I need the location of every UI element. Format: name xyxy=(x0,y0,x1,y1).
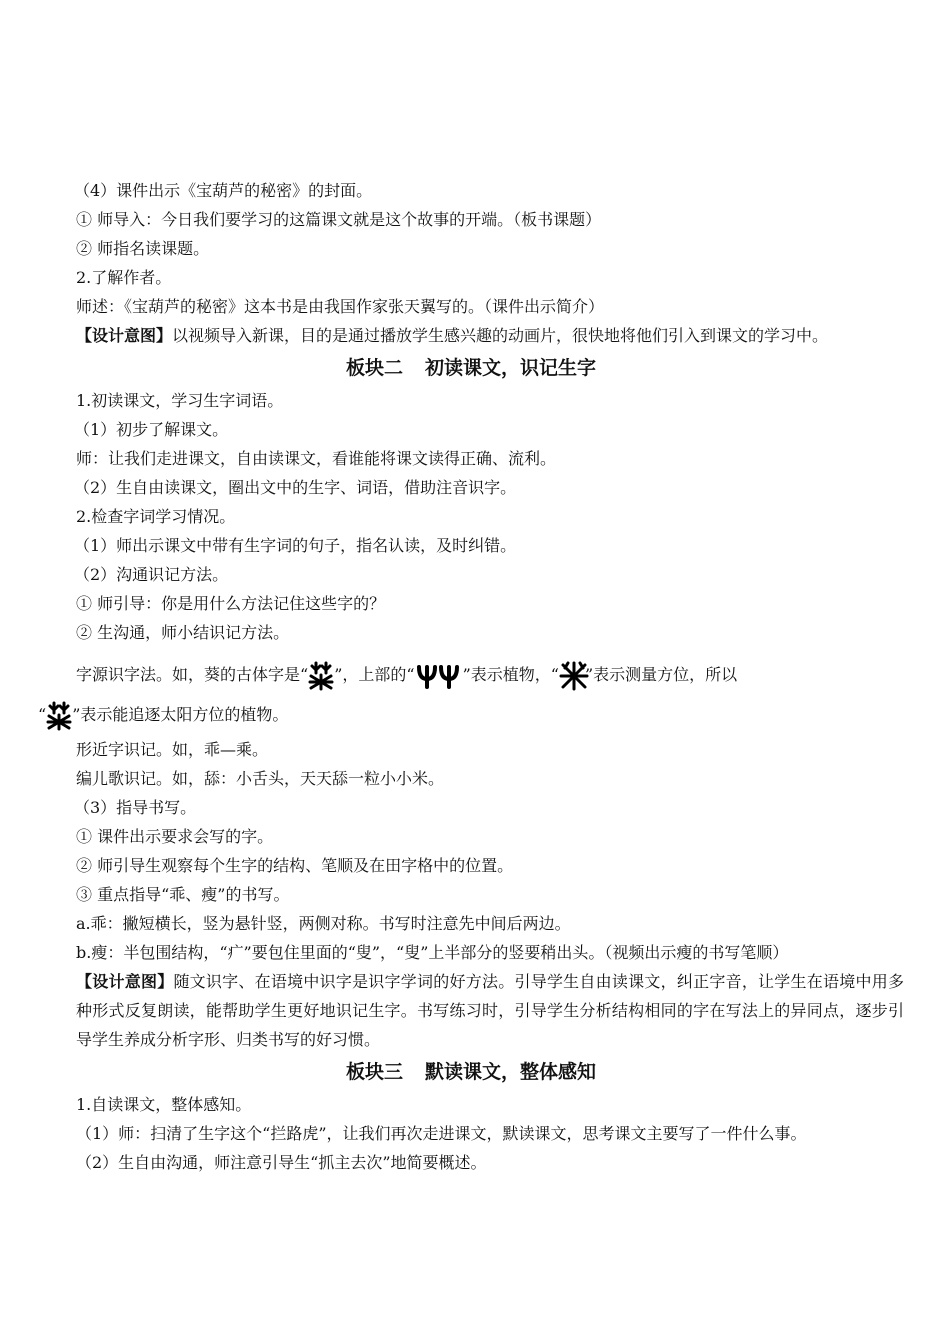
paragraph: 2.了解作者。 xyxy=(76,268,172,287)
design-intent-tag: 【设计意图】 xyxy=(76,326,173,345)
design-intent-paragraph xyxy=(38,321,904,350)
paragraph: （2）生自由读课文，圈出文中的生字、词语，借助注音识字。 xyxy=(74,478,517,497)
paragraph: 编儿歌识记。如，舔：小舌头，天天舔一粒小小米。 xyxy=(76,769,445,788)
paragraph: 1.初读课文，学习生字词语。 xyxy=(76,391,284,410)
text-segment: ”表示能追逐太阳方位的植物。 xyxy=(72,705,289,724)
paragraph: 1.自读课文，整体感知。 xyxy=(76,1095,252,1114)
ancient-kui-glyph-icon xyxy=(308,661,334,691)
paragraph: （1）师：扫清了生字这个“拦路虎”，让我们再次走进课文，默读课文，思考课文主要写了一件什么事。 xyxy=(76,1124,807,1143)
paragraph: （2）沟通识记方法。 xyxy=(74,565,229,584)
paragraph: 2.检查字词学习情况。 xyxy=(76,507,236,526)
document-body xyxy=(38,176,904,1177)
paragraph: a.乖：撇短横长，竖为悬针竖，两侧对称。书写时注意先中间后两边。 xyxy=(76,914,571,933)
text-segment: “ xyxy=(38,705,47,724)
paragraph: （3）指导书写。 xyxy=(74,798,197,817)
section-title: 初读课文，识记生字 xyxy=(425,357,597,379)
paragraph: 形近字识记。如，乖—乘。 xyxy=(76,740,269,759)
ancient-kui-glyph-icon xyxy=(559,661,585,691)
paragraph: 师：让我们走进课文，自由读课文，看谁能将课文读得正确、流利。 xyxy=(76,449,557,468)
text-segment: 字源识字法。如，葵的古体字是“ xyxy=(76,665,309,684)
text-segment: ”表示植物，“ xyxy=(462,665,559,684)
design-intent-tag: 【设计意图】 xyxy=(76,972,174,991)
paragraph: 师述：《宝葫芦的秘密》这本书是由我国作家张天翼写的。（课件出示简介） xyxy=(76,297,605,316)
paragraph: （2）生自由沟通，师注意引导生“抓主去次”地简要概述。 xyxy=(76,1153,487,1172)
paragraph-with-glyphs xyxy=(38,655,904,695)
section-title: 默读课文，整体感知 xyxy=(425,1061,597,1083)
paragraph: （1）初步了解课文。 xyxy=(74,420,229,439)
design-intent-text: 以视频导入新课，目的是通过播放学生感兴趣的动画片，很快地将他们引入到课文的学习中。 xyxy=(172,326,829,345)
design-intent-paragraph xyxy=(38,967,904,1054)
section-label: 板块二 xyxy=(345,357,403,379)
text-segment: ”表示测量方位，所以 xyxy=(584,665,738,684)
ancient-cao-glyph-icon xyxy=(415,661,463,691)
paragraph: ② 生沟通，师小结识记方法。 xyxy=(76,623,290,642)
paragraph: （1）师出示课文中带有生字词的句子，指名认读，及时纠错。 xyxy=(74,536,517,555)
paragraph: ① 课件出示要求会写的字。 xyxy=(76,827,274,846)
paragraph: ② 师引导生观察每个生字的结构、笔顺及在田字格中的位置。 xyxy=(76,856,514,875)
ancient-kui-glyph-icon xyxy=(46,701,72,731)
section-label: 板块三 xyxy=(345,1061,403,1083)
paragraph: ③ 重点指导“乖、瘦”的书写。 xyxy=(76,885,290,904)
paragraph: b.瘦：半包围结构，“疒”要包住里面的“叟”，“叟”上半部分的竖要稍出头。（视频出示瘦的书写笔顺） xyxy=(76,943,789,962)
paragraph: ② 师指名读课题。 xyxy=(76,239,210,258)
section-heading xyxy=(38,350,904,386)
paragraph: ① 师导入：今日我们要学习的这篇课文就是这个故事的开端。（板书课题） xyxy=(76,210,602,229)
section-heading xyxy=(38,1054,904,1090)
design-intent-text: 随文识字、在语境中识字是识字学词的好方法。引导学生自由读课文，纠正字音，让学生在语境中用多种形式反复朗读，能帮助学生更好地识记生字。书写练习时，引导学生分析结构相同的字在写法上的异同点，逐步引导学生养成分析字形、归类书写的好习惯。 xyxy=(76,972,904,1049)
paragraph-with-glyphs xyxy=(38,695,904,735)
paragraph: （4）课件出示《宝葫芦的秘密》的封面。 xyxy=(74,181,373,200)
paragraph: ① 师引导：你是用什么方法记住这些字的？ xyxy=(76,594,386,613)
text-segment: ”，上部的“ xyxy=(334,665,415,684)
